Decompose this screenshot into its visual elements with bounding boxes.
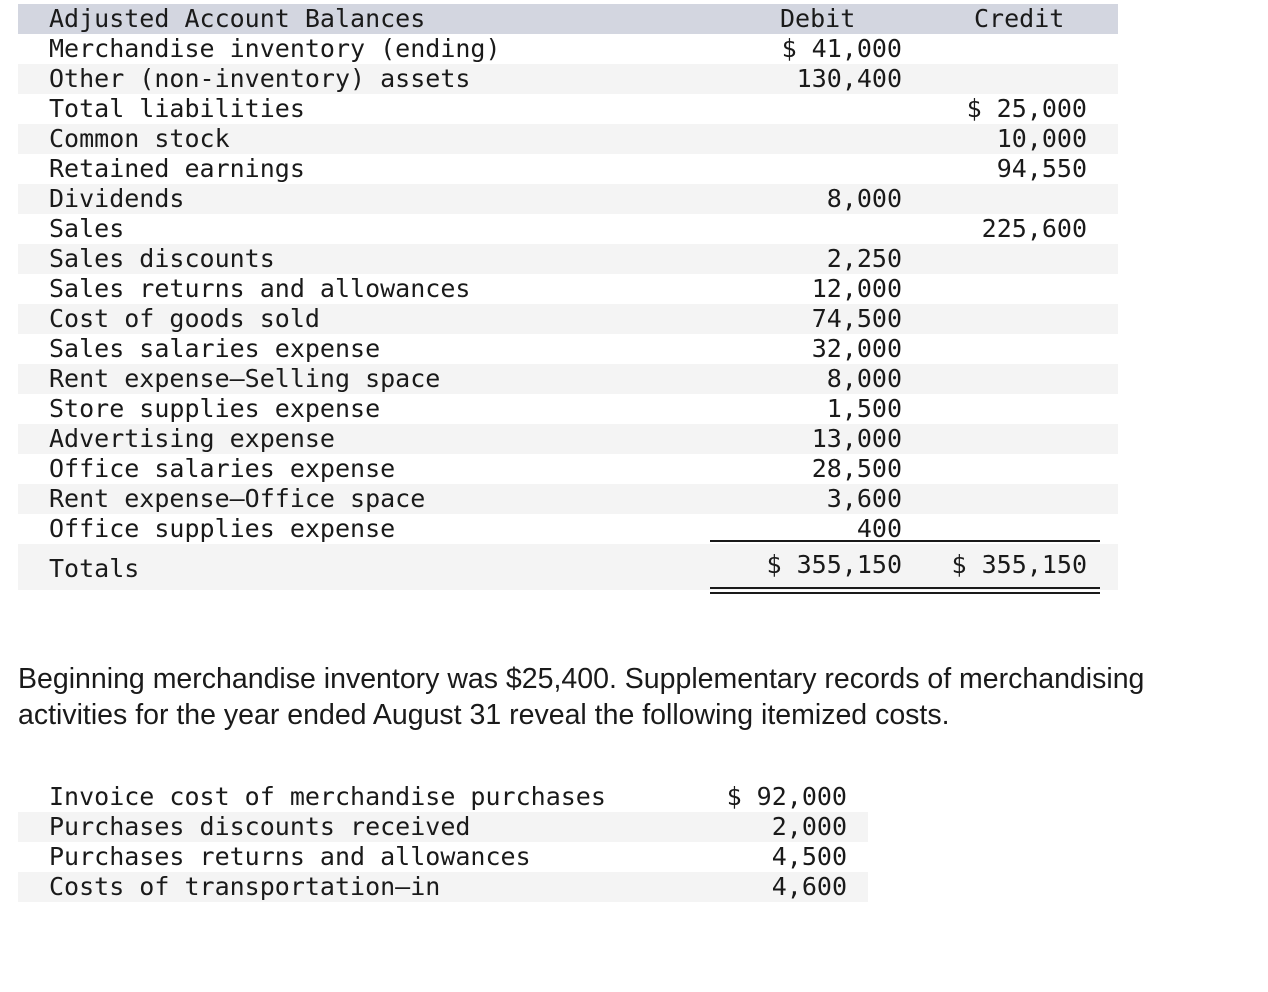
header-account: Adjusted Account Balances [49, 4, 426, 33]
cost-item: Costs of transportation–in [49, 872, 441, 901]
total-debit: $ 355,150 [766, 550, 902, 579]
account-name: Office supplies expense [49, 514, 396, 543]
account-name: Sales salaries expense [49, 334, 381, 363]
beginning-inventory-paragraph: Beginning merchandise inventory was $25,400. Supplementary records of merchandising activities for the year ended August 31 reveal the following itemized costs. [18, 662, 1145, 731]
cost-item: Invoice cost of merchandise purchases [49, 782, 606, 811]
cost-item: Purchases returns and allowances [49, 842, 531, 871]
table-row [18, 274, 1118, 304]
debit-value: 1,500 [826, 394, 902, 423]
account-name: Dividends [49, 184, 185, 213]
table-row [18, 424, 1118, 454]
account-name: Total liabilities [49, 94, 305, 123]
debit-value: 13,000 [811, 424, 902, 453]
credit-value: 225,600 [981, 214, 1087, 243]
account-name: Sales discounts [49, 244, 275, 273]
header-credit: Credit [974, 4, 1065, 33]
header-debit: Debit [780, 4, 856, 33]
account-name: Rent expense—Office space [49, 484, 426, 513]
table-row [18, 34, 1118, 64]
totals-row [18, 544, 1118, 590]
credit-value: 94,550 [996, 154, 1087, 183]
account-name: Rent expense—Selling space [49, 364, 441, 393]
account-name: Other (non-inventory) assets [49, 64, 471, 93]
table-row [18, 64, 1118, 94]
table-row [18, 782, 868, 812]
totals-double-rule [710, 587, 1100, 594]
debit-value: 8,000 [826, 364, 902, 393]
table-row [18, 184, 1118, 214]
account-name: Merchandise inventory (ending) [49, 34, 501, 63]
cost-amount: 4,500 [771, 842, 847, 871]
total-credit: $ 355,150 [951, 550, 1087, 579]
debit-value: 32,000 [811, 334, 902, 363]
debit-value: $ 41,000 [781, 34, 902, 63]
account-name: Sales returns and allowances [49, 274, 471, 303]
table-header [18, 4, 1118, 34]
table-row [18, 484, 1118, 514]
debit-value: 3,600 [826, 484, 902, 513]
debit-value: 2,250 [826, 244, 902, 273]
account-name: Store supplies expense [49, 394, 381, 423]
table-row [18, 364, 1118, 394]
supplementary-costs-table [18, 782, 868, 902]
table-row [18, 454, 1118, 484]
cost-amount: 2,000 [771, 812, 847, 841]
debit-value: 74,500 [811, 304, 902, 333]
account-name: Cost of goods sold [49, 304, 320, 333]
account-name: Office salaries expense [49, 454, 396, 483]
table-row [18, 334, 1118, 364]
account-name: Sales [49, 214, 125, 243]
table-row [18, 304, 1118, 334]
table-row [18, 244, 1118, 274]
totals-label: Totals [49, 554, 140, 583]
cost-amount: 4,600 [771, 872, 847, 901]
debit-value: 12,000 [811, 274, 902, 303]
debit-value: 130,400 [796, 64, 902, 93]
debit-value: 8,000 [826, 184, 902, 213]
adjusted-balances-table [18, 4, 1118, 590]
table-row [18, 872, 868, 902]
table-row [18, 842, 868, 872]
table-row [18, 812, 868, 842]
table-row [18, 214, 1118, 244]
table-row [18, 124, 1118, 154]
account-name: Retained earnings [49, 154, 305, 183]
totals-single-rule [710, 540, 1100, 542]
credit-value: 10,000 [996, 124, 1087, 153]
table-row [18, 394, 1118, 424]
account-name: Common stock [49, 124, 230, 153]
account-name: Advertising expense [49, 424, 335, 453]
debit-value: 400 [856, 514, 902, 543]
table-row [18, 154, 1118, 184]
debit-value: 28,500 [811, 454, 902, 483]
table-row [18, 94, 1118, 124]
cost-amount: $ 92,000 [726, 782, 847, 811]
cost-item: Purchases discounts received [49, 812, 471, 841]
credit-value: $ 25,000 [966, 94, 1087, 123]
